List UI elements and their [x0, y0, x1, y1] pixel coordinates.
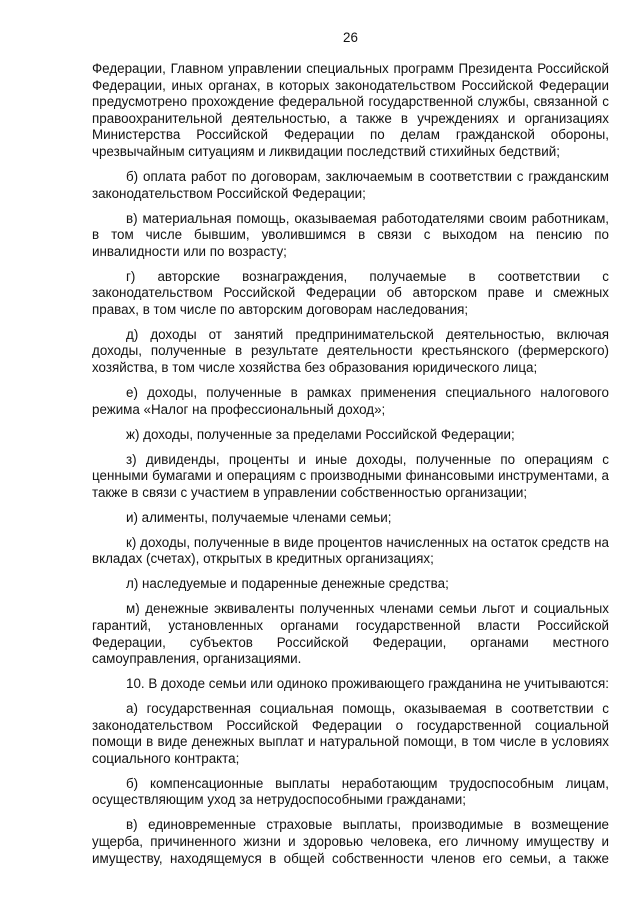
paragraph-continuation: Федерации, Главном управлении специальных программ Президента Российской Федерации, иных органах, в которых законодательством Российской Федерации предусмотрено прохождение федеральной государственной службы, связанной с правоохранительной деятельностью, а также в учреждениях и организациях Министерства Российской Федерации по делам гражданской обороны, чрезвычайным ситуациям и ликвидации последствий стихийных бедствий;	[92, 61, 609, 159]
paragraph-item-m: м) денежные эквиваленты полученных членами семьи льгот и социальных гарантий, установленных органами государственной власти Российской Федерации, субъектов Российской Федерации, органами местного самоуправления, организациями.	[92, 601, 609, 667]
paragraph-item-d: д) доходы от занятий предпринимательской деятельностью, включая доходы, полученные в результате деятельности крестьянского (фермерского) хозяйства, в том числе хозяйства без образования юридического лица;	[92, 326, 609, 376]
paragraph-item-b: б) оплата работ по договорам, заключаемым в соответствии с гражданским законодательством Российской Федерации;	[92, 168, 609, 201]
paragraph-section-10-item-a: а) государственная социальная помощь, оказываемая в соответствии с законодательством Российской Федерации о государственной социальной помощи в виде денежных выплат и натуральной помощи, в том числе в условиях социального контракта;	[92, 701, 609, 766]
paragraph-item-k: к) доходы, полученные в виде процентов начисленных на остаток средств на вкладах (счетах), открытых в кредитных организациях;	[92, 534, 609, 567]
paragraph-item-l: л) наследуемые и подаренные денежные средства;	[126, 576, 449, 592]
paragraph-item-g: г) авторские вознаграждения, получаемые в соответствии с законодательством Российской Федерации об авторском праве и смежных правах, в том числе по авторским договорам наследования;	[92, 268, 609, 317]
paragraph-section-10: 10. В доходе семьи или одиноко проживающего гражданина не учитываются:	[126, 676, 609, 692]
paragraph-section-10-item-b: б) компенсационные выплаты неработающим трудоспособным лицам, осуществляющим уход за нетрудоспособными гражданами;	[92, 775, 609, 808]
paragraph-item-e: е) доходы, полученные в рамках применения специального налогового режима «Налог на профессиональный доход»;	[92, 385, 609, 417]
paragraph-item-z: з) дивиденды, проценты и иные доходы, полученные по операциям с ценными бумагами и операциям с производными финансовыми инструментами, а также в связи с участием в управлении собственностью организации;	[92, 451, 609, 500]
page-number: 26	[343, 30, 358, 45]
paragraph-section-10-item-v: в) единовременные страховые выплаты, производимые в возмещение ущерба, причиненного жизни и здоровью человека, его личному имуществу и имуществу, находящемуся в общей собственности членов его семьи, а также	[92, 817, 609, 866]
paragraph-item-i: и) алименты, получаемые членами семьи;	[126, 509, 392, 525]
paragraph-item-v: в) материальная помощь, оказываемая работодателями своим работникам, в том числе бывшим, уволившимся в связи с выходом на пенсию по инвалидности или по возрасту;	[92, 210, 609, 259]
paragraph-item-zh: ж) доходы, полученные за пределами Российской Федерации;	[126, 426, 515, 442]
